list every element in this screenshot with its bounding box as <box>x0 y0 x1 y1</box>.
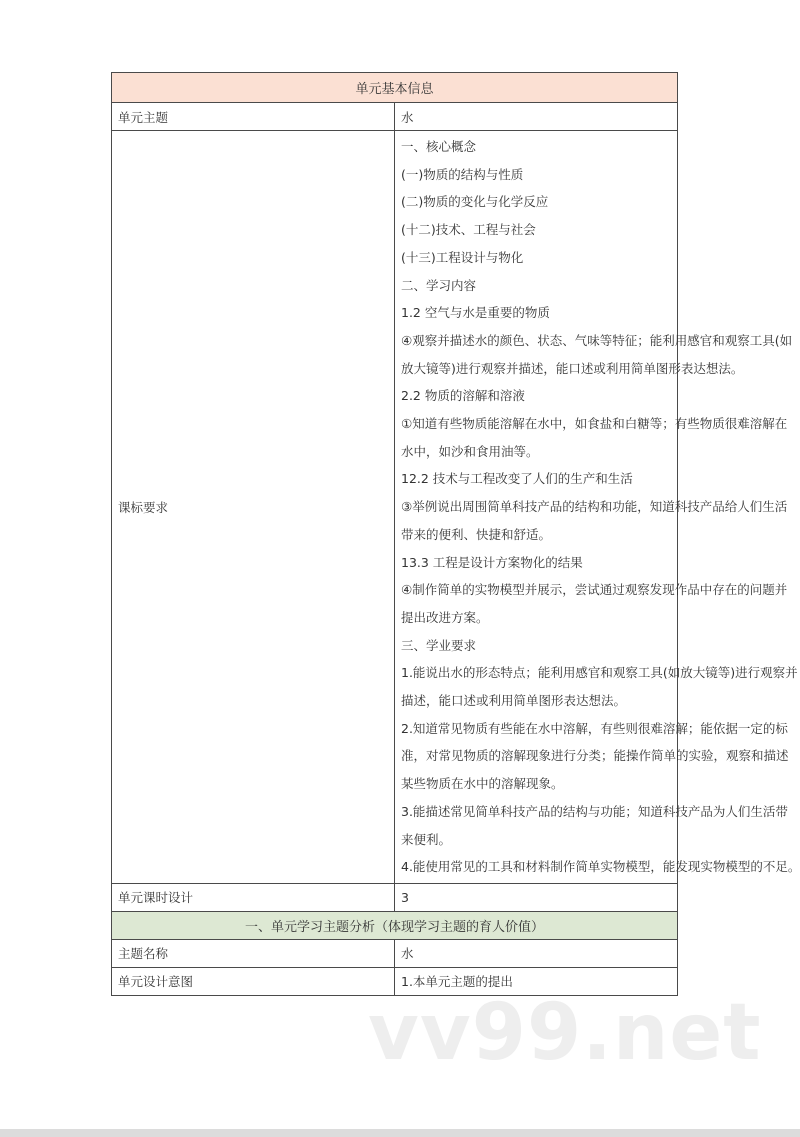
unit-hours-label: 单元课时设计 <box>112 883 395 911</box>
standards-line: 1.2 空气与水是重要的物质 <box>401 305 550 321</box>
standards-line: 2.知道常见物质有些能在水中溶解，有些则很难溶解；能依据一定的标 <box>401 720 788 736</box>
standards-line: 某些物质在水中的溶解现象。 <box>401 776 564 792</box>
standards-line: 准，对常见物质的溶解现象进行分类；能操作简单的实验，观察和描述 <box>401 748 789 764</box>
analysis-header: 一、单元学习主题分析（体现学习主题的育人价值） <box>112 911 678 939</box>
standards-line: ④制作简单的实物模型并展示，尝试通过观察发现作品中存在的问题并 <box>401 582 788 598</box>
standards-line: 带来的便利、快捷和舒适。 <box>401 526 552 542</box>
standards-content <box>395 131 800 884</box>
basic-info-header: 单元基本信息 <box>112 73 678 103</box>
standards-line: 描述，能口述或利用简单图形表达想法。 <box>401 693 627 709</box>
page-bottom-edge <box>0 1129 800 1137</box>
standards-line: 来便利。 <box>401 831 452 847</box>
standards-line: (十二)技术、工程与社会 <box>401 222 536 238</box>
unit-hours-value: 3 <box>395 883 678 911</box>
standards-line: 12.2 技术与工程改变了人们的生产和生活 <box>401 471 633 487</box>
standards-line: 提出改进方案。 <box>401 609 489 625</box>
topic-name-label: 主题名称 <box>112 939 395 967</box>
standards-line: 2.2 物质的溶解和溶液 <box>401 388 525 404</box>
standards-line: ④观察并描述水的颜色、状态、气味等特征；能利用感官和观察工具(如 <box>401 332 793 348</box>
standards-line: (二)物质的变化与化学反应 <box>401 194 549 210</box>
standards-line: 二、学习内容 <box>401 277 477 293</box>
standards-line: (一)物质的结构与性质 <box>401 166 524 182</box>
standards-line: (十三)工程设计与物化 <box>401 249 524 265</box>
standards-line: 一、核心概念 <box>401 139 477 154</box>
design-intent-value: 1.本单元主题的提出 <box>395 967 678 995</box>
standards-line: ③举例说出周围简单科技产品的结构和功能，知道科技产品给人们生活 <box>401 499 788 515</box>
unit-theme-label: 单元主题 <box>112 103 395 131</box>
standards-line: 3.能描述常见简单科技产品的结构与功能；知道科技产品为人们生活带 <box>401 803 788 819</box>
standards-line: 放大镜等)进行观察并描述，能口述或利用简单图形表达想法。 <box>401 360 744 376</box>
standards-line: 1.能说出水的形态特点；能利用感官和观察工具(如放大镜等)进行观察并 <box>401 665 798 681</box>
standards-label: 课标要求 <box>112 131 395 884</box>
watermark: vv99.net <box>368 988 762 1078</box>
design-intent-label: 单元设计意图 <box>112 967 395 995</box>
unit-theme-value: 水 <box>395 103 678 131</box>
standards-line: 4.能使用常见的工具和材料制作简单实物模型，能发现实物模型的不足。 <box>401 859 800 875</box>
topic-name-value: 水 <box>395 939 678 967</box>
standards-line: 水中，如沙和食用油等。 <box>401 443 539 459</box>
standards-line: 三、学业要求 <box>401 637 477 653</box>
standards-line: 13.3 工程是设计方案物化的结果 <box>401 554 583 570</box>
standards-line: ①知道有些物质能溶解在水中，如食盐和白糖等；有些物质很难溶解在 <box>401 416 788 432</box>
unit-info-table <box>111 72 800 996</box>
